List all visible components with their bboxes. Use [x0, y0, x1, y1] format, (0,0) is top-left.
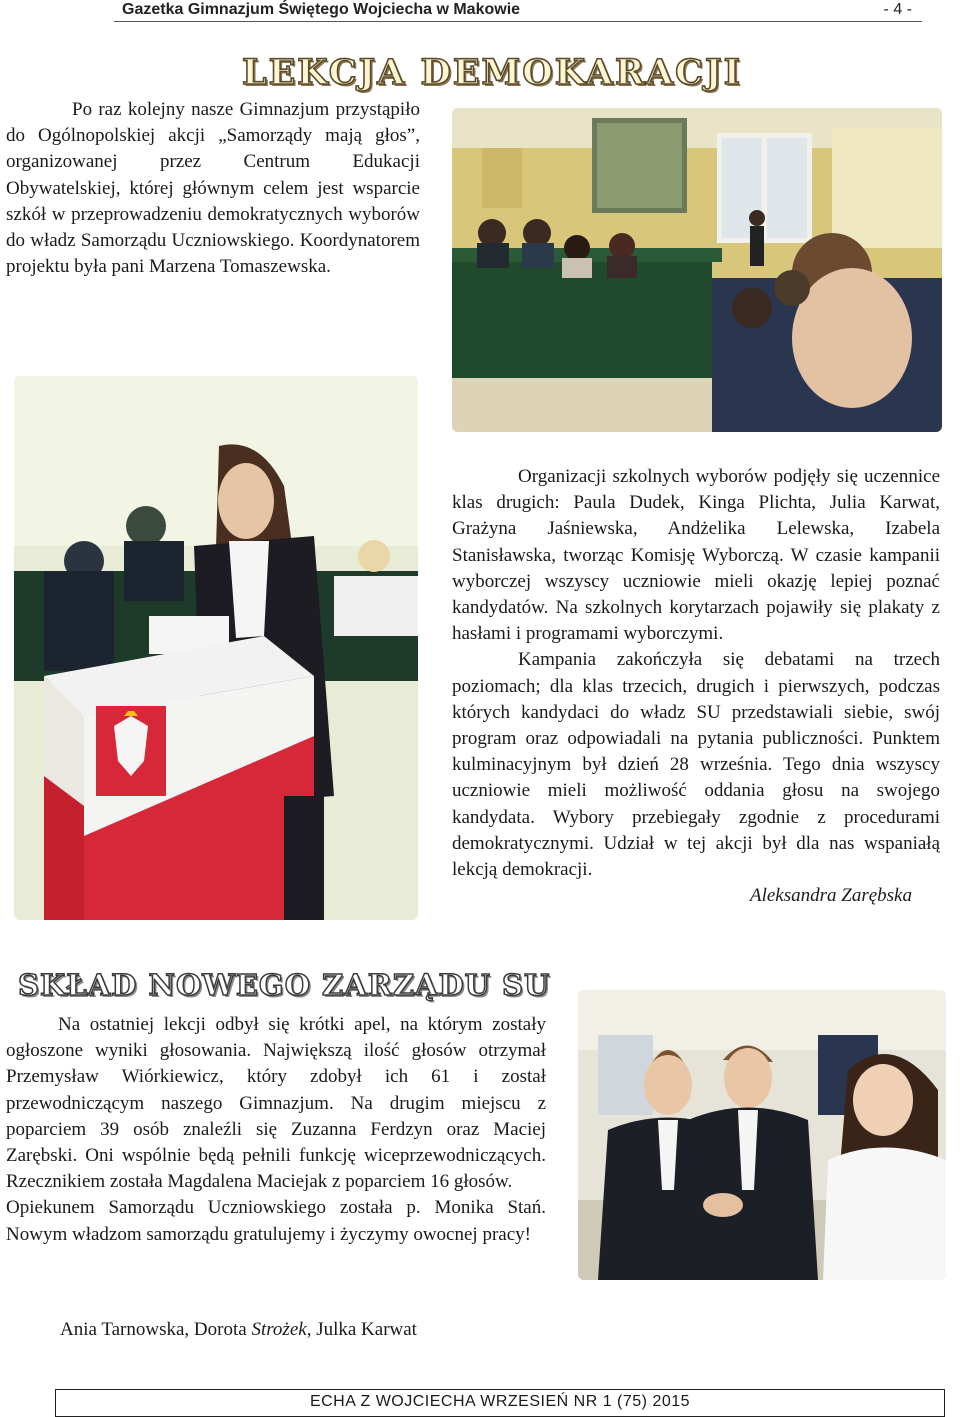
article-title: LEKCJA DEMOKARACJI — [242, 52, 742, 93]
section-authors — [60, 1319, 417, 1341]
article-paragraph-1: Organizacji szkolnych wyborów podjęły się uczennice klas drugich: Paula Dudek, Kinga Plichta, Julia Karwat, Grażyna Jaśniewska, Andżelika Lelewska, Izabela Stanisławska, tworząc Komisję Wyborczą. W czasie kampanii wyborczej wszyscy uczniowie mieli okazję lepiej poznać kandydatów. Na szkolnych korytarzach pojawiły się plakaty z hasłami i programami wyborczymi. — [452, 466, 940, 645]
article-intro — [6, 97, 420, 280]
article-paragraph-2: Kampania zakończyła się debatami na trzech poziomach; dla klas trzecich, drugich i pierwszych, podczas których kandydaci do władz SU przedstawiali siebie, swój program oraz odpowiadali na pytania publiczności. Punktem kulminacyjnym był dzień 28 września. Tego dnia wszyscy uczniowie mieli możliwość oddania głosu na swojego kandydata. Wybory przebiegały zgodnie z procedurami demokratycznymi. Udział w tej akcji był dla nas wspaniałą lekcją demokracji. — [452, 649, 940, 881]
header-rule — [114, 21, 922, 22]
authors-part-1: Ania Tarnowska, Dorota — [60, 1319, 252, 1340]
council-photo-illustration — [578, 990, 946, 1280]
footer-text: ECHA Z WOJCIECHA WRZESIEŃ NR 1 (75) 2015 — [309, 1393, 691, 1410]
debate-photo-illustration — [452, 108, 942, 432]
newsletter-title: Gazetka Gimnazjum Świętego Wojciecha w Makowie — [122, 1, 521, 18]
page-number: - 4 - — [883, 1, 912, 18]
authors-part-2: Strożek — [251, 1319, 307, 1340]
article-body — [452, 464, 940, 909]
page-footer — [55, 1389, 945, 1417]
section-paragraph-1: Na ostatniej lekcji odbył się krótki apel, na którym zostały ogłoszone wyniki głosowania. Największą ilość głosów otrzymał Przemysław Wiórkiewicz, który zdobył ich 61 i został przewodniczącym naszego Gimnazjum. Na drugim miejscu z poparciem 39 osób znaleźli się Zuzanna Ferdzyn oraz Maciej Zarębski. Oni wspólnie będą pełnili funkcję wiceprzewodniczących. Rzecznikiem została Magdalena Maciejak z poparciem 16 głosów. — [6, 1014, 546, 1193]
section-body — [6, 1012, 546, 1248]
section-title: SKŁAD NOWEGO ZARZĄDU SU — [18, 968, 551, 1002]
debate-photo — [452, 108, 942, 432]
authors-part-3: , Julka Karwat — [306, 1319, 417, 1340]
section-paragraph-2: Opiekunem Samorządu Uczniowskiego została p. Monika Stań. Nowym władzom samorządu gratulujemy i życzymy owocnej pracy! — [6, 1197, 546, 1245]
ballot-box-photo — [14, 376, 418, 920]
intro-text: Po raz kolejny nasze Gimnazjum przystąpiło do Ogólnopolskiej akcji „Samorządy mają głos”, organizowanej przez Centrum Edukacji Obywatelskiej, której głównym celem jest wsparcie szkół w przeprowadzeniu demokratycznych wyborów do władz Samorządu Uczniowskiego. Koordynatorem projektu była pani Marzena Tomaszewska. — [6, 99, 420, 278]
council-photo — [578, 990, 946, 1280]
ballot-box-illustration — [14, 376, 418, 920]
page-header — [114, 0, 922, 26]
article-author: Aleksandra Zarębska — [749, 885, 912, 907]
